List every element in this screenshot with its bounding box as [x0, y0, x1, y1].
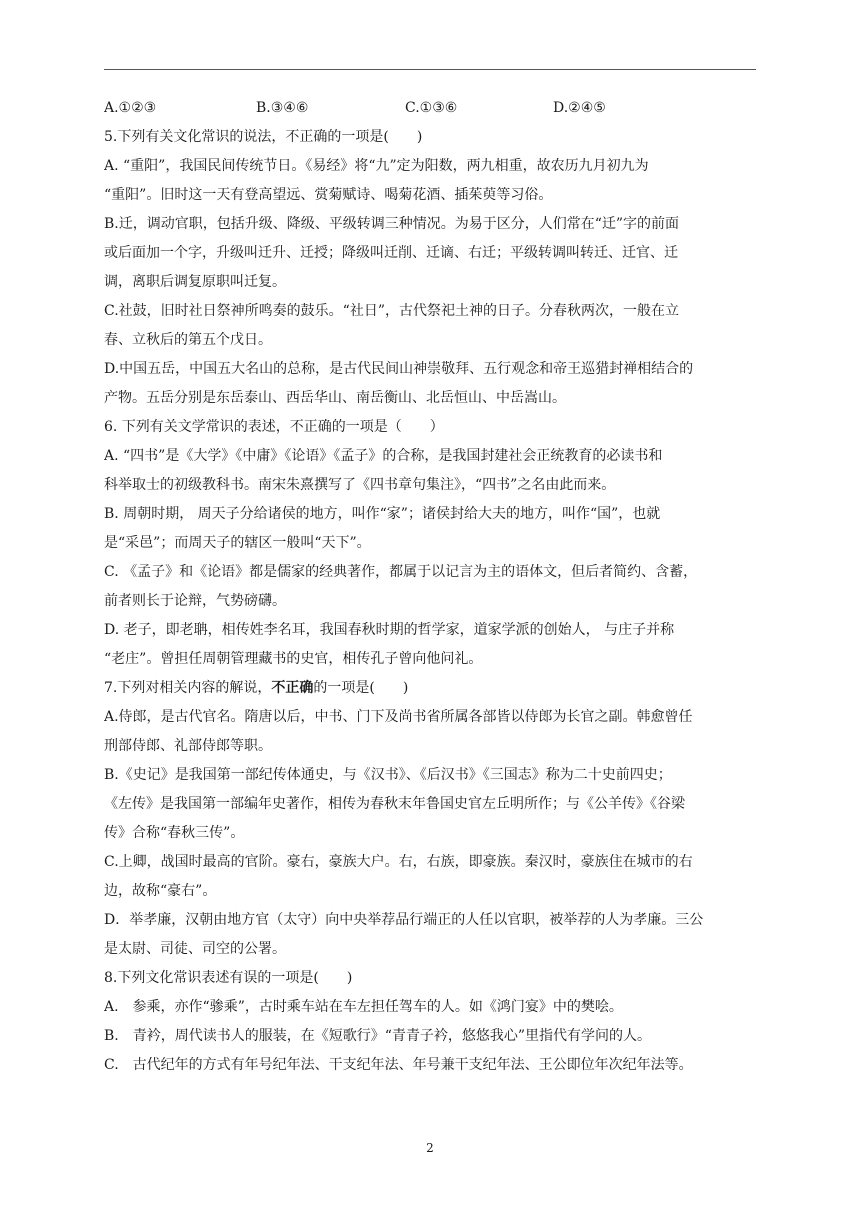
document-body: [104, 94, 756, 1080]
q8-b: B. 青衿，周代读书人的服装，在《短歌行》“青青子衿，悠悠我心”里指代有学问的人。: [104, 1028, 652, 1044]
q7-stem-emphasis: 不正确: [271, 680, 314, 696]
q7-d-line2: 是太尉、司徒、司空的公署。: [104, 941, 286, 957]
q7-stem-prefix: 7.下列对相关内容的解说，: [104, 680, 272, 696]
q5-a-line1: A. “重阳”，我国民间传统节日。《易经》将“九”定为阳数，两九相重，故农历九月初九为: [104, 158, 649, 174]
q6-a-line2: 科举取士的初级教科书。南宋朱熹撰写了《四书章句集注》，“四书”之名由此而来。: [104, 477, 616, 493]
q7-c-line1: C.上卿，战国时最高的官阶。豪右，豪族大户。右，右族，即豪族。秦汉时，豪族住在城市的右: [104, 854, 693, 870]
option-b: B.③④⑥: [256, 100, 309, 116]
q5-b-line3: 调，离职后调复原职叫迁复。: [104, 274, 286, 290]
q6-a-line1: A. “四书”是《大学》《中庸》《论语》《孟子》的合称，是我国封建社会正统教育的必读书和: [104, 448, 663, 464]
q5-b-line1: B.迁，调动官职，包括升级、降级、平级转调三种情况。为易于区分，人们常在“迁”字的前面: [104, 216, 680, 232]
q7-b-line1: B.《史记》是我国第一部纪传体通史，与《汉书》、《后汉书》《三国志》称为二十史前四史；: [104, 767, 672, 783]
q8-a: A. 参乘，亦作“骖乘”，古时乘车站在车左担任驾车的人。如《鸿门宴》中的樊哙。: [104, 999, 623, 1015]
q6-d-line1: D. 老子，即老聃，相传姓李名耳，我国春秋时期的哲学家，道家学派的创始人， 与庄子并称: [104, 622, 675, 638]
q8-stem: 8.下列文化常识表述有误的一项是( ): [104, 970, 353, 986]
q6-stem: 6. 下列有关文学常识的表述，不正确的一项是（ ）: [104, 419, 444, 435]
q6-b-line1: B. 周朝时期， 周天子分给诸侯的地方，叫作“家”；诸侯封给大夫的地方，叫作“国”，也就: [104, 506, 661, 522]
q5-stem: 5.下列有关文化常识的说法，不正确的一项是( ): [104, 129, 423, 145]
q6-b-line2: 是“采邑”；而周天子的辖区一般叫“天下”。: [104, 535, 371, 551]
q5-d-line2: 产物。五岳分别是东岳泰山、西岳华山、南岳衡山、北岳恒山、中岳嵩山。: [104, 390, 566, 406]
q8-c: C. 古代纪年的方式有年号纪年法、干支纪年法、年号兼干支纪年法、王公即位年次纪年法等。: [104, 1057, 693, 1073]
q7-b-line3: 传》合称“春秋三传”。: [104, 825, 245, 841]
q5-c-line1: C.社鼓，旧时社日祭神所鸣奏的鼓乐。“社日”，古代祭祀土神的日子。分春秋两次，一般在立: [104, 303, 679, 319]
answer-options-row: [104, 94, 756, 123]
q7-stem-suffix: 的一项是( ): [313, 680, 409, 696]
q5-d-line1: D.中国五岳，中国五大名山的总称，是古代民间山神崇敬拜、五行观念和帝王巡猎封禅相结合的: [104, 361, 694, 377]
option-a: A.①②③: [104, 100, 157, 116]
q5-c-line2: 春、立秋后的第五个戊日。: [104, 332, 272, 348]
q6-d-line2: “老庄”。曾担任周朝管理藏书的史官，相传孔子曾向他问礼。: [104, 651, 483, 667]
header-rule: [104, 69, 756, 70]
q7-b-line2: 《左传》是我国第一部编年史著作，相传为春秋末年鲁国史官左丘明所作；与《公羊传》《谷梁: [104, 796, 685, 812]
page-number: 2: [426, 1141, 434, 1155]
q7-a-line1: A.侍郎，是古代官名。隋唐以后，中书、门下及尚书省所属各部皆以侍郎为长官之副。韩愈曾任: [104, 709, 693, 725]
option-d: D.②④⑤: [553, 100, 606, 116]
q6-c-line2: 前者则长于论辩，气势磅礴。: [104, 593, 286, 609]
q7-d-line1: D．举孝廉，汉朝由地方官（太守）向中央举荐品行端正的人任以官职，被举荐的人为孝廉。三公: [104, 912, 704, 928]
q5-b-line2: 或后面加一个字，升级叫迁升、迁授；降级叫迁削、迁谪、右迁；平级转调叫转迁、迁官、迁: [104, 245, 678, 261]
q7-stem: [104, 674, 756, 703]
q6-c-line1: C. 《孟子》和《论语》都是儒家的经典著作，都属于以记言为主的语体文，但后者简约、含蓄，: [104, 564, 698, 580]
q5-a-line2: “重阳”。旧时这一天有登高望远、赏菊赋诗、喝菊花酒、插茱萸等习俗。: [104, 187, 553, 203]
q7-c-line2: 边，故称“豪右”。: [104, 883, 217, 899]
option-c: C.①③⑥: [405, 100, 458, 116]
q7-a-line2: 刑部侍郎、礼部侍郎等职。: [104, 738, 272, 754]
